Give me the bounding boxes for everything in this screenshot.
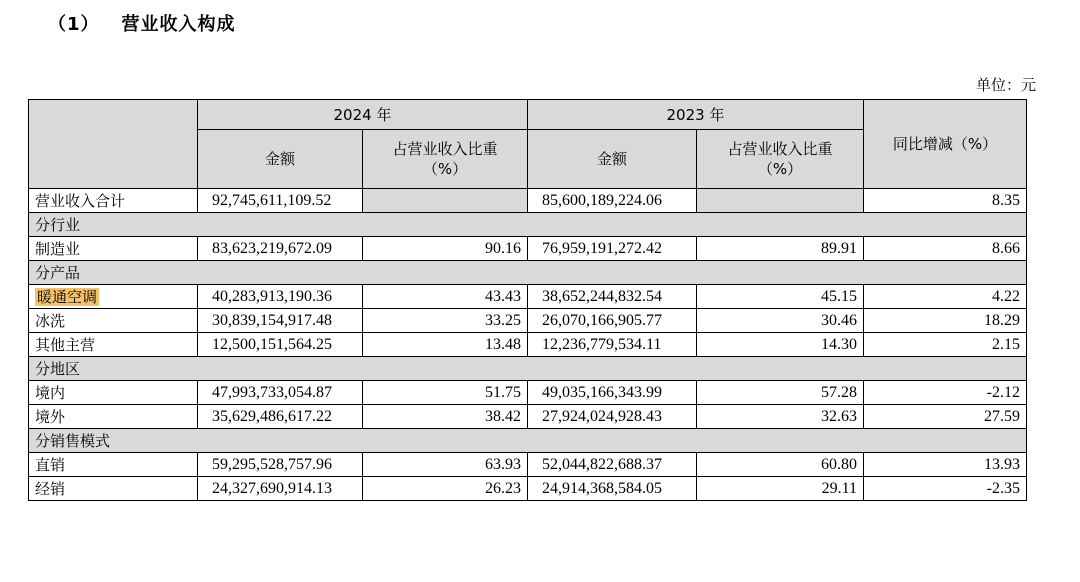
header-ratio-2023-line1: 占营业收入比重 (727, 140, 833, 158)
section-title (48, 10, 236, 36)
section-row-industry (29, 213, 1027, 237)
yoy-cell: 18.29 (864, 309, 1027, 333)
section-number: （1） (48, 14, 100, 35)
yoy-cell: 2.15 (864, 333, 1027, 357)
ratio-2023-cell: 60.80 (697, 453, 864, 477)
header-ratio-2024-line1: 占营业收入比重 (392, 140, 498, 158)
amount-2023-cell: 27,924,024,928.43 (528, 405, 697, 429)
table-row (29, 453, 1027, 477)
table-row (29, 381, 1027, 405)
amount-2023-cell: 38,652,244,832.54 (528, 285, 697, 309)
row-label: 其他主营 (29, 333, 198, 357)
amount-2023-cell: 52,044,822,688.37 (528, 453, 697, 477)
ratio-2024-cell: 63.93 (363, 453, 528, 477)
yoy-cell: 8.66 (864, 237, 1027, 261)
ratio-2024-cell: 13.48 (363, 333, 528, 357)
ratio-2023-cell: 30.46 (697, 309, 864, 333)
yoy-cell: -2.35 (864, 477, 1027, 501)
section-heading: 营业收入构成 (121, 14, 236, 35)
amount-2024-cell: 59,295,528,757.96 (198, 453, 363, 477)
yoy-cell: 13.93 (864, 453, 1027, 477)
ratio-2023-cell: 45.15 (697, 285, 864, 309)
ratio-2024-cell: 38.42 (363, 405, 528, 429)
amount-2023-cell: 12,236,779,534.11 (528, 333, 697, 357)
header-year-2024: 2024 年 (198, 100, 528, 130)
total-row (29, 189, 1027, 213)
amount-2024-cell: 83,623,219,672.09 (198, 237, 363, 261)
row-label: 制造业 (29, 237, 198, 261)
row-label: 直销 (29, 453, 198, 477)
table-row (29, 477, 1027, 501)
amount-2024-cell: 40,283,913,190.36 (198, 285, 363, 309)
header-year-2023: 2023 年 (528, 100, 864, 130)
yoy-cell: 8.35 (864, 189, 1027, 213)
amount-2023-cell: 24,914,368,584.05 (528, 477, 697, 501)
table-row (29, 405, 1027, 429)
ratio-2024-cell: 90.16 (363, 237, 528, 261)
section-row-sales-mode (29, 429, 1027, 453)
ratio-2024-cell: 33.25 (363, 309, 528, 333)
amount-2023-cell: 49,035,166,343.99 (528, 381, 697, 405)
row-label: 冰洗 (29, 309, 198, 333)
header-row-years (29, 100, 1027, 130)
header-ratio-2023 (697, 130, 864, 189)
ratio-2024-cell: 26.23 (363, 477, 528, 501)
unit-label: 单位：元 (975, 76, 1036, 94)
section-row-region (29, 357, 1027, 381)
ratio-2023-cell: 32.63 (697, 405, 864, 429)
section-label: 分行业 (29, 213, 1027, 237)
row-label: 经销 (29, 477, 198, 501)
ratio-2023-cell: 57.28 (697, 381, 864, 405)
amount-2023-cell: 26,070,166,905.77 (528, 309, 697, 333)
header-amount-2024: 金额 (198, 130, 363, 189)
section-label: 分销售模式 (29, 429, 1027, 453)
header-yoy: 同比增减（%） (864, 100, 1027, 189)
row-label: 营业收入合计 (29, 189, 198, 213)
section-label: 分地区 (29, 357, 1027, 381)
amount-2024-cell: 12,500,151,564.25 (198, 333, 363, 357)
amount-2024-cell: 35,629,486,617.22 (198, 405, 363, 429)
header-ratio-2024 (363, 130, 528, 189)
ratio-2023-cell: 89.91 (697, 237, 864, 261)
table-row (29, 309, 1027, 333)
table-row (29, 237, 1027, 261)
section-row-product (29, 261, 1027, 285)
amount-2024-cell: 92,745,611,109.52 (198, 189, 363, 213)
row-label (29, 285, 198, 309)
yoy-cell: -2.12 (864, 381, 1027, 405)
amount-2024-cell: 24,327,690,914.13 (198, 477, 363, 501)
amount-2023-cell: 76,959,191,272.42 (528, 237, 697, 261)
amount-2023-cell: 85,600,189,224.06 (528, 189, 697, 213)
highlighted-text: 暖通空调 (37, 287, 98, 306)
header-ratio-2024-line2: （%） (422, 160, 468, 178)
table-row (29, 285, 1027, 309)
amount-2024-cell: 30,839,154,917.48 (198, 309, 363, 333)
ratio-2024-cell: 43.43 (363, 285, 528, 309)
ratio-2023-cell: 29.11 (697, 477, 864, 501)
header-amount-2023: 金额 (528, 130, 697, 189)
ratio-2024-cell (363, 189, 528, 213)
header-ratio-2023-line2: （%） (757, 160, 803, 178)
ratio-2023-cell (697, 189, 864, 213)
table-row (29, 333, 1027, 357)
yoy-cell: 27.59 (864, 405, 1027, 429)
row-label: 境外 (29, 405, 198, 429)
section-label: 分产品 (29, 261, 1027, 285)
ratio-2024-cell: 51.75 (363, 381, 528, 405)
ratio-2023-cell: 14.30 (697, 333, 864, 357)
header-corner-cell (29, 100, 198, 189)
amount-2024-cell: 47,993,733,054.87 (198, 381, 363, 405)
yoy-cell: 4.22 (864, 285, 1027, 309)
revenue-composition-table (28, 99, 1027, 501)
row-label: 境内 (29, 381, 198, 405)
